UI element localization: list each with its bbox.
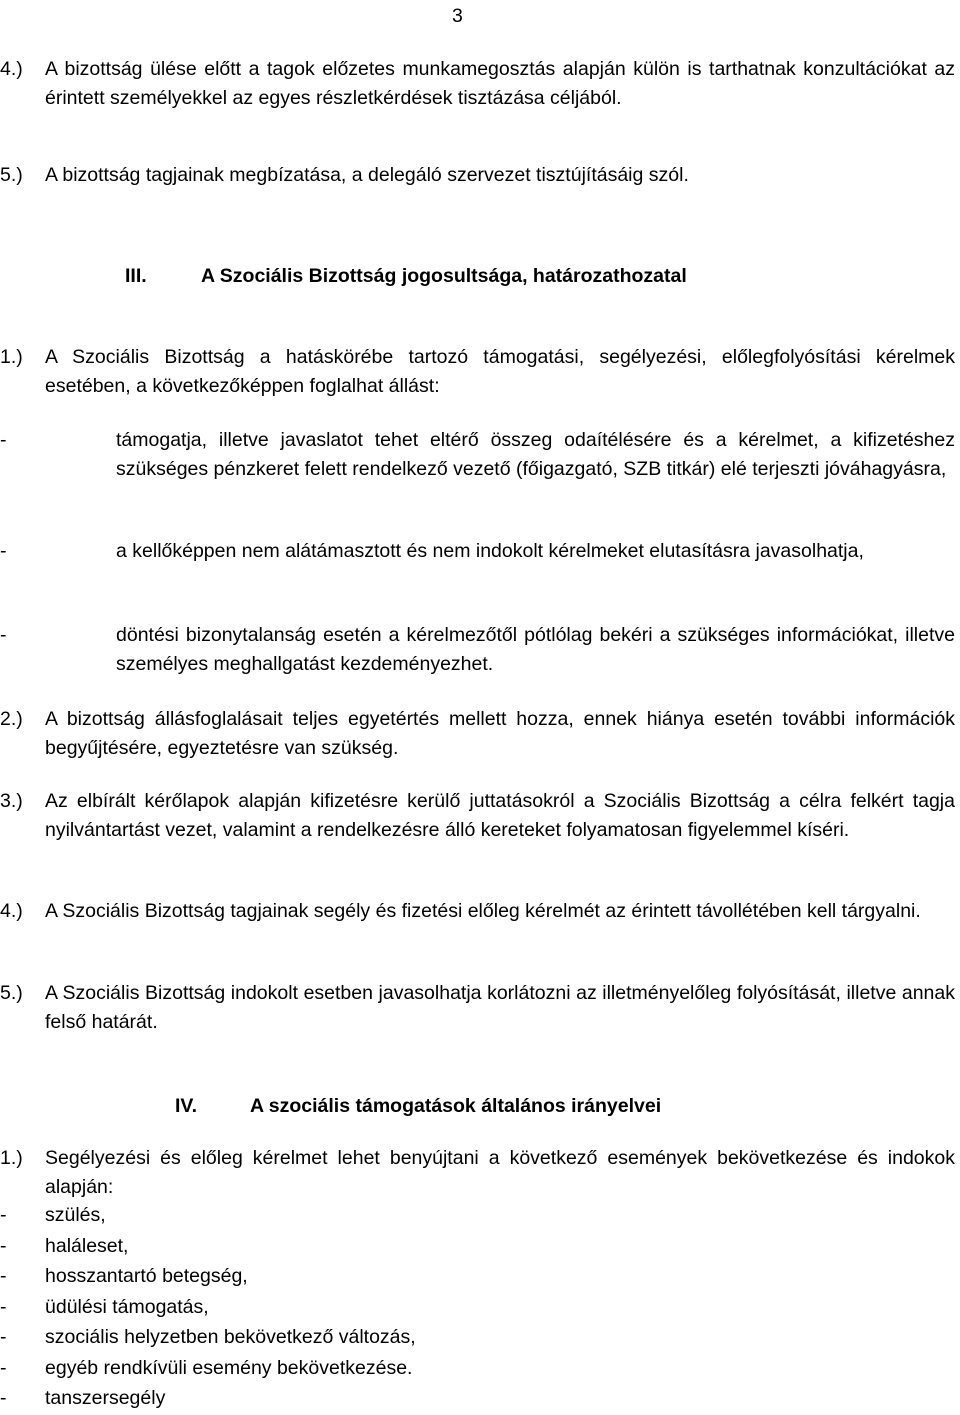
section-iii-item-4: [0, 897, 955, 926]
dash-marker: -: [0, 1356, 7, 1379]
item-text: A bizottság tagjainak megbízatása, a delegáló szervezet tisztújításáig szól.: [45, 164, 689, 186]
section-ii-item-4: [0, 55, 955, 112]
item-text: Az elbírált kérőlapok alapján kifizetésre kerülő juttatásokról a Szociális Bizottság a célra felkért tagja nyilvántartást vezet, valamint a rendelkezésre álló kereteket folyamatosan figyelemmel kíséri.: [45, 790, 955, 841]
item-number: 1.): [0, 346, 23, 368]
list-item: [0, 1354, 600, 1385]
item-number: 4.): [0, 58, 23, 80]
page-number: 3: [452, 5, 463, 27]
dash-marker: -: [0, 1265, 7, 1287]
list-item-text: tanszersegély: [45, 1387, 166, 1409]
section-iii-item-5: [0, 979, 955, 1036]
list-item: [0, 1232, 600, 1263]
list-item: [0, 1262, 600, 1293]
dash-marker: -: [0, 429, 7, 451]
list-item: [0, 1384, 600, 1415]
item-text: A bizottság állásfoglalásait teljes egyetértés mellett hozza, ennek hiánya esetén további információk begyűjtésére, egyeztetésre van szükség.: [45, 708, 955, 759]
list-item-text: haláleset,: [45, 1234, 129, 1257]
item-number: 5.): [0, 164, 23, 186]
item-number: 4.): [0, 900, 23, 922]
item-text: A Szociális Bizottság indokolt esetben javasolhatja korlátozni az illetményelőleg folyósítását, illetve annak felső határát.: [45, 982, 955, 1033]
item-number: 1.): [0, 1147, 23, 1169]
dash-item: [0, 537, 955, 566]
dash-item: [0, 621, 955, 678]
section-iii-item-2: [0, 705, 955, 762]
events-list: [0, 1201, 600, 1415]
dash-marker: -: [0, 624, 7, 646]
item-text: Segélyezési és előleg kérelmet lehet benyújtani a következő események bekövetkezése és indokok alapján:: [45, 1147, 955, 1198]
section-iii-item-3: [0, 787, 955, 844]
dash-marker: -: [0, 1204, 7, 1226]
item-text: A Szociális Bizottság a hatáskörébe tartozó támogatási, segélyezési, előlegfolyósítási kérelmek esetében, a következőképpen foglalhat állást:: [45, 346, 955, 397]
list-item-text: szülés,: [45, 1204, 106, 1226]
list-item-text: egyéb rendkívüli esemény bekövetkezése.: [45, 1356, 413, 1379]
item-text: A bizottság ülése előtt a tagok előzetes munkamegosztás alapján külön is tarthatnak konzultációkat az érintett személyekkel az egyes részletkérdések tisztázása céljából.: [45, 58, 955, 109]
dash-marker: -: [0, 540, 7, 562]
dash-item-text: a kellőképpen nem alátámasztott és nem indokolt kérelmeket elutasításra javasolhatja,: [116, 540, 864, 562]
section-iii-item-1: [0, 343, 955, 400]
list-item-text: üdülési támogatás,: [45, 1295, 209, 1318]
item-number: 5.): [0, 982, 23, 1004]
dash-marker: -: [0, 1234, 7, 1257]
list-item-text: szociális helyzetben bekövetkező változás,: [45, 1326, 416, 1348]
dash-item: [0, 426, 955, 483]
section-number: III.: [125, 265, 147, 287]
list-item: [0, 1201, 600, 1232]
dash-item-text: támogatja, illetve javaslatot tehet eltérő összeg odaítélésére és a kérelmet, a kifizetéshez szükséges pénzkeret felett rendelkező vezető (főigazgató, SZB titkár) elé terjeszti jóváhagyásra,: [116, 429, 955, 480]
dash-marker: -: [0, 1295, 7, 1318]
dash-item-text: döntési bizonytalanság esetén a kérelmezőtől pótlólag bekéri a szükséges információkat, illetve személyes meghallgatást kezdeményezhet.: [116, 624, 955, 675]
list-item: [0, 1293, 600, 1324]
dash-marker: -: [0, 1326, 7, 1348]
list-item-text: hosszantartó betegség,: [45, 1265, 248, 1287]
section-number: IV.: [175, 1095, 198, 1117]
item-number: 3.): [0, 790, 23, 812]
section-title: A Szociális Bizottság jogosultsága, határozathozatal: [201, 265, 687, 287]
item-text: A Szociális Bizottság tagjainak segély és fizetési előleg kérelmét az érintett távollétében kell tárgyalni.: [45, 900, 921, 922]
section-ii-item-5: [0, 161, 955, 190]
dash-marker: -: [0, 1387, 7, 1409]
list-item: [0, 1323, 600, 1354]
item-number: 2.): [0, 708, 23, 730]
section-title: A szociális támogatások általános irányelvei: [250, 1095, 662, 1117]
section-iv-item-1: [0, 1144, 955, 1201]
